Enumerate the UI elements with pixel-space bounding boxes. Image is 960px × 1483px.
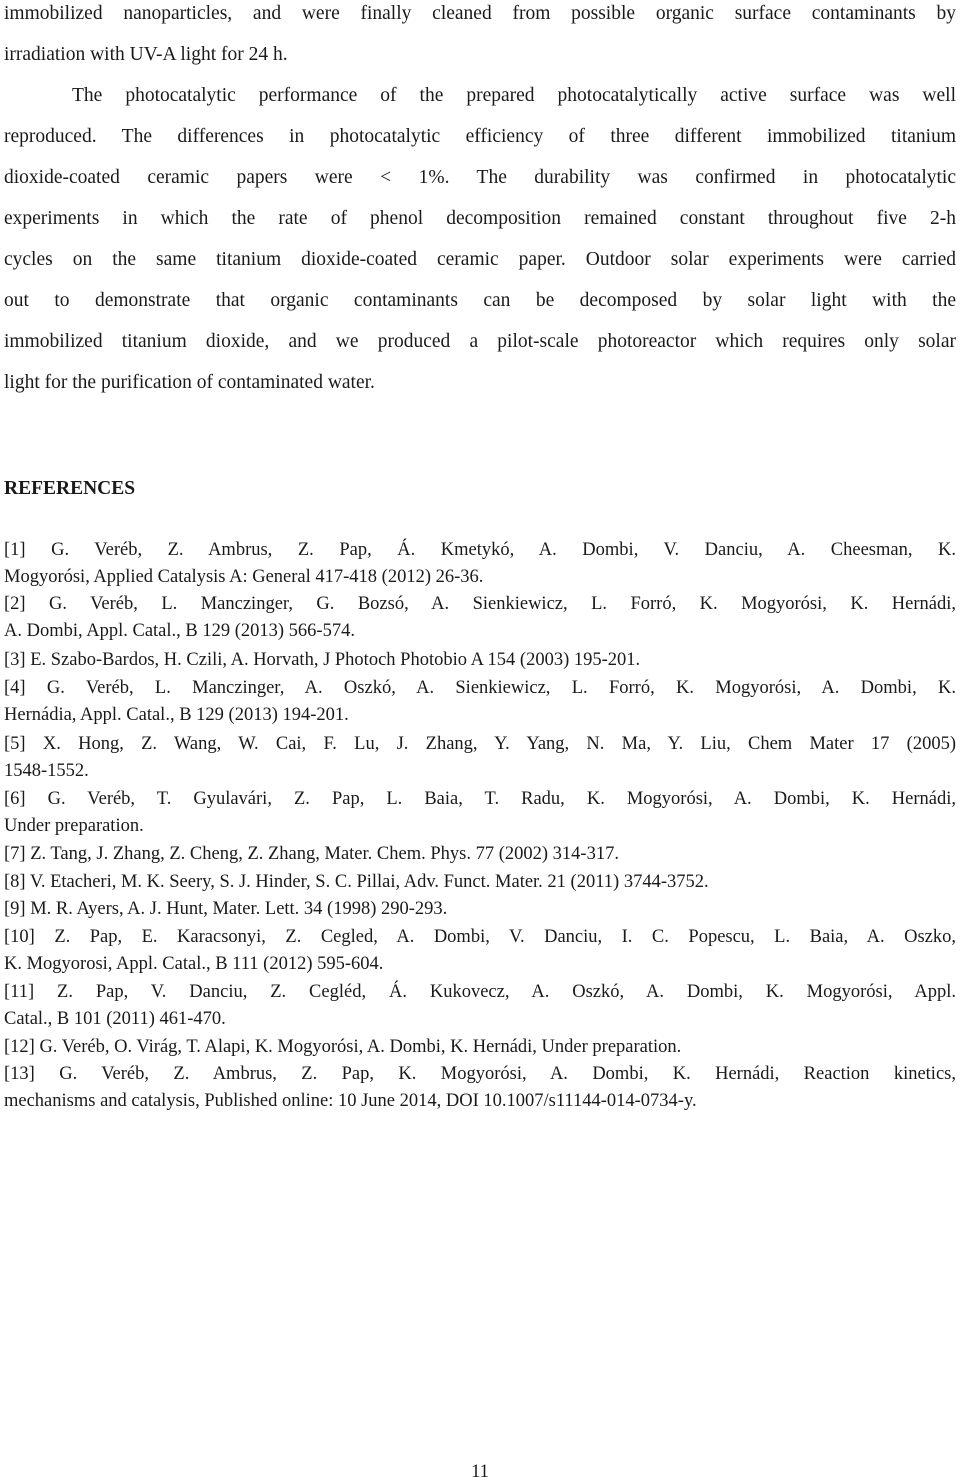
body-text-line: cycles on the same titanium dioxide-coated ceramic paper. Outdoor solar experiments were carried: [4, 249, 956, 270]
reference-line: mechanisms and catalysis, Published online: 10 June 2014, DOI 10.1007/s11144-014-0734-y.: [4, 1091, 697, 1111]
body-text-line: dioxide-coated ceramic papers were < 1%. The durability was confirmed in photocatalytic: [4, 167, 956, 188]
reference-line: [13] G. Veréb, Z. Ambrus, Z. Pap, K. Mogyorósi, A. Dombi, K. Hernádi, Reaction kinetics,: [4, 1064, 956, 1084]
reference-line: A. Dombi, Appl. Catal., B 129 (2013) 566-574.: [4, 621, 355, 641]
reference-line: [4] G. Veréb, L. Manczinger, A. Oszkó, A. Sienkiewicz, L. Forró, K. Mogyorósi, A. Dombi, K.: [4, 678, 956, 698]
body-text-line: irradiation with UV-A light for 24 h.: [4, 44, 288, 65]
reference-line: 1548-1552.: [4, 761, 89, 781]
reference-line: K. Mogyorosi, Appl. Catal., B 111 (2012) 595-604.: [4, 954, 384, 974]
page-number: 11: [471, 1462, 489, 1482]
reference-line: [3] E. Szabo-Bardos, H. Czili, A. Horvath, J Photoch Photobio A 154 (2003) 195-201.: [4, 650, 641, 670]
reference-line: Mogyorósi, Applied Catalysis A: General 417-418 (2012) 26-36.: [4, 567, 484, 587]
body-text-line: immobilized titanium dioxide, and we produced a pilot-scale photoreactor which requires only solar: [4, 331, 956, 352]
body-text-line: The photocatalytic performance of the prepared photocatalytically active surface was well: [72, 85, 956, 106]
body-text-line: light for the purification of contaminated water.: [4, 372, 375, 393]
reference-line: [6] G. Veréb, T. Gyulavári, Z. Pap, L. Baia, T. Radu, K. Mogyorósi, A. Dombi, K. Hernádi,: [4, 789, 956, 809]
body-text-line: immobilized nanoparticles, and were finally cleaned from possible organic surface contaminants by: [4, 3, 956, 24]
reference-line: [9] M. R. Ayers, A. J. Hunt, Mater. Lett. 34 (1998) 290-293.: [4, 899, 448, 919]
reference-line: [8] V. Etacheri, M. K. Seery, S. J. Hinder, S. C. Pillai, Adv. Funct. Mater. 21 (2011) 3744-3752.: [4, 872, 709, 892]
reference-line: Hernádia, Appl. Catal., B 129 (2013) 194-201.: [4, 705, 349, 725]
reference-line: Catal., B 101 (2011) 461-470.: [4, 1009, 226, 1029]
reference-line: [2] G. Veréb, L. Manczinger, G. Bozsó, A. Sienkiewicz, L. Forró, K. Mogyorósi, K. Hernádi,: [4, 594, 956, 614]
body-text-line: reproduced. The differences in photocatalytic efficiency of three different immobilized titanium: [4, 126, 956, 147]
reference-line: [12] G. Veréb, O. Virág, T. Alapi, K. Mogyorósi, A. Dombi, K. Hernádi, Under preparation.: [4, 1037, 682, 1057]
body-text-line: out to demonstrate that organic contaminants can be decomposed by solar light with the: [4, 290, 956, 311]
reference-line: [11] Z. Pap, V. Danciu, Z. Cegléd, Á. Kukovecz, A. Oszkó, A. Dombi, K. Mogyorósi, Appl.: [4, 982, 956, 1002]
reference-line: [7] Z. Tang, J. Zhang, Z. Cheng, Z. Zhang, Mater. Chem. Phys. 77 (2002) 314-317.: [4, 844, 619, 864]
reference-line: [5] X. Hong, Z. Wang, W. Cai, F. Lu, J. Zhang, Y. Yang, N. Ma, Y. Liu, Chem Mater 17 (2005): [4, 734, 956, 754]
reference-line: Under preparation.: [4, 816, 144, 836]
reference-line: [1] G. Veréb, Z. Ambrus, Z. Pap, Á. Kmetykó, A. Dombi, V. Danciu, A. Cheesman, K.: [4, 540, 956, 560]
reference-line: [10] Z. Pap, E. Karacsonyi, Z. Cegled, A. Dombi, V. Danciu, I. C. Popescu, L. Baia, A. Oszko,: [4, 927, 956, 947]
references-heading: REFERENCES: [4, 478, 136, 499]
body-text-line: experiments in which the rate of phenol decomposition remained constant throughout five 2-h: [4, 208, 956, 229]
